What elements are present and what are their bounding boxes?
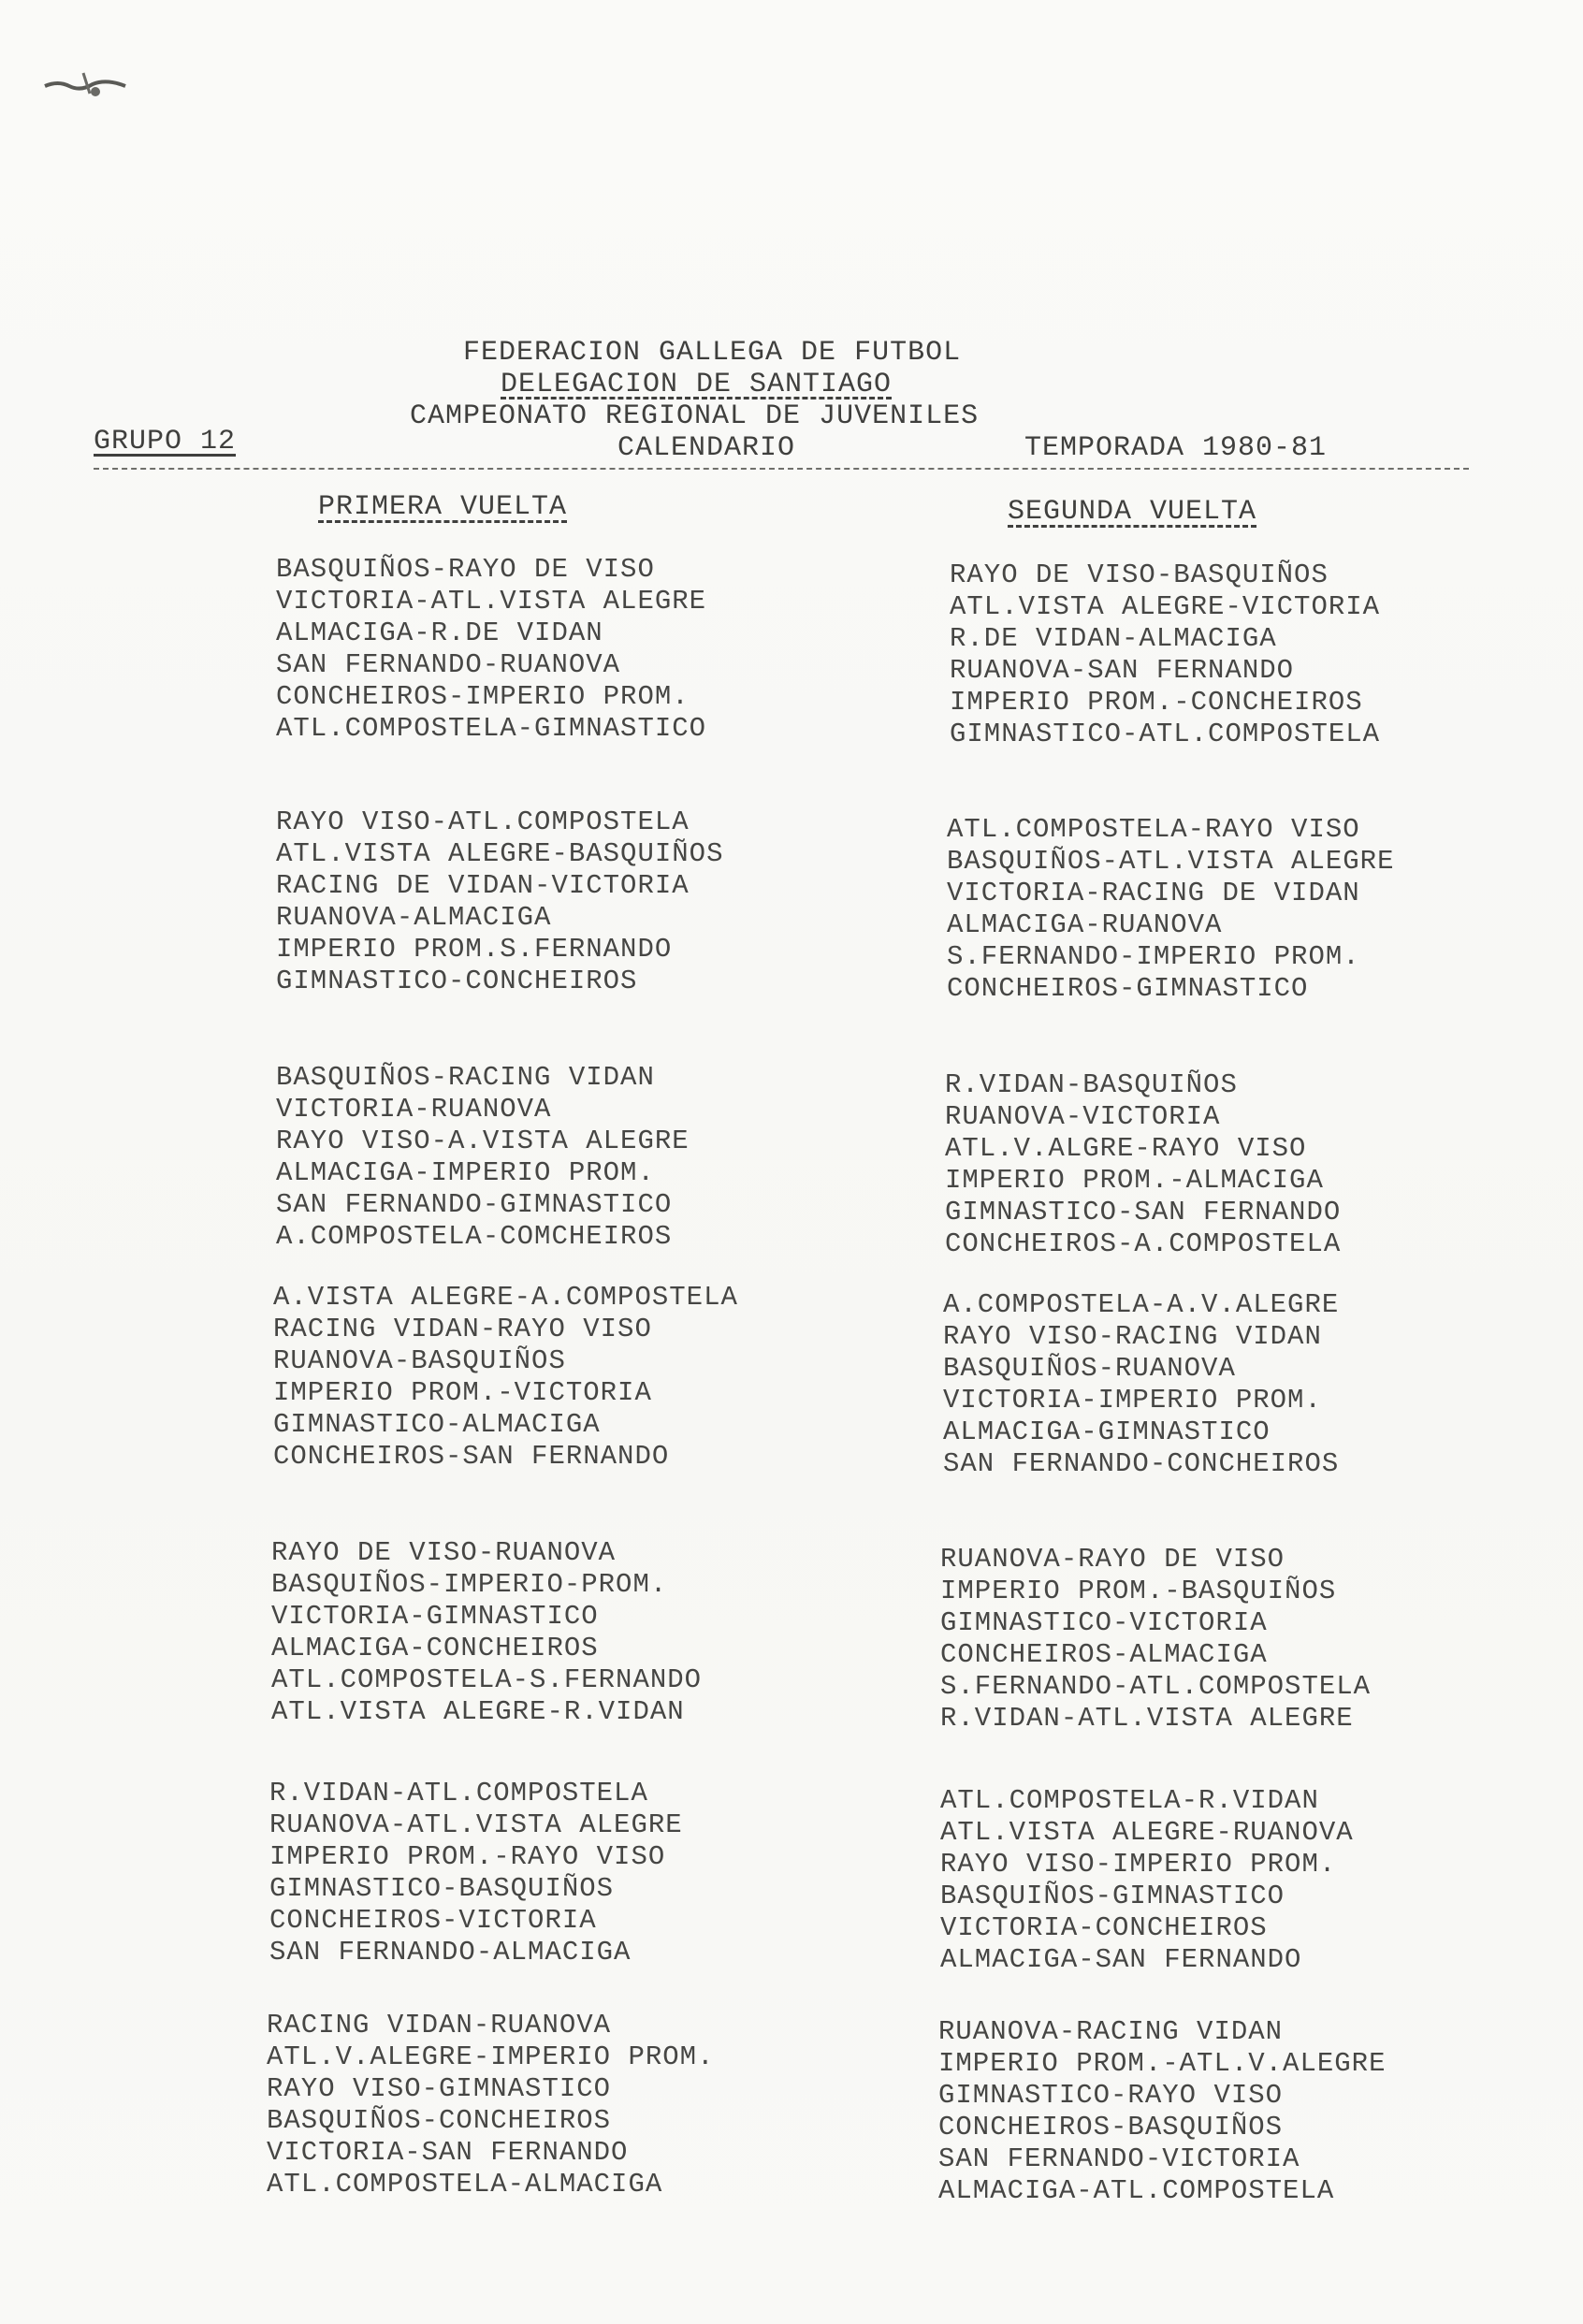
ink-smudge-mark: [41, 65, 144, 103]
fixture-line: ALMACIGA-R.DE VIDAN: [276, 617, 603, 648]
fixture-line: ATL.VISTA ALEGRE-RUANOVA: [940, 1817, 1354, 1848]
fixture-line: ATL.COMPOSTELA-GIMNASTICO: [276, 713, 707, 744]
fixture-line: BASQUIÑOS-ATL.VISTA ALEGRE: [947, 846, 1395, 877]
fixture-line: ALMACIGA-CONCHEIROS: [271, 1633, 599, 1663]
fixture-line: ALMACIGA-IMPERIO PROM.: [276, 1157, 655, 1188]
fixture-line: ALMACIGA-RUANOVA: [947, 909, 1223, 940]
fixture-line: RUANOVA-RACING VIDAN: [938, 2016, 1284, 2047]
fixture-line: GIMNASTICO-VICTORIA: [940, 1607, 1268, 1638]
fixture-line: CONCHEIROS-SAN FERNANDO: [273, 1441, 670, 1472]
fixture-line: VICTORIA-RUANOVA: [276, 1094, 552, 1125]
first-matchday-7: [267, 2010, 828, 2201]
fixture-line: RUANOVA-BASQUIÑOS: [273, 1345, 566, 1376]
fixture-line: R.DE VIDAN-ALMACIGA: [950, 623, 1277, 654]
fixture-line: CONCHEIROS-VICTORIA: [269, 1905, 597, 1936]
fixture-line: ATL.COMPOSTELA-ALMACIGA: [267, 2169, 663, 2200]
fixture-line: S.FERNANDO-IMPERIO PROM.: [947, 941, 1360, 972]
fixture-line: ATL.COMPOSTELA-S.FERNANDO: [271, 1664, 703, 1695]
fixture-line: IMPERIO PROM.-RAYO VISO: [269, 1841, 666, 1872]
fixture-line: BASQUIÑOS-RUANOVA: [943, 1353, 1236, 1384]
fixture-line: ALMACIGA-SAN FERNANDO: [940, 1944, 1302, 1975]
fixture-line: R.VIDAN-ATL.COMPOSTELA: [269, 1778, 648, 1808]
fixture-line: CONCHEIROS-A.COMPOSTELA: [945, 1228, 1342, 1259]
delegation-title: DELEGACION DE SANTIAGO: [501, 369, 893, 400]
fixture-line: GIMNASTICO-ALMACIGA: [273, 1409, 601, 1440]
fixture-line: R.VIDAN-ATL.VISTA ALEGRE: [940, 1703, 1354, 1734]
fixture-line: RAYO VISO-GIMNASTICO: [267, 2073, 612, 2104]
fixture-line: SAN FERNANDO-RUANOVA: [276, 649, 621, 680]
fixture-line: SAN FERNANDO-VICTORIA: [938, 2143, 1300, 2174]
fixture-line: ATL.V.ALEGRE-IMPERIO PROM.: [267, 2041, 715, 2072]
fixture-line: VICTORIA-IMPERIO PROM.: [943, 1385, 1322, 1416]
fixture-line: CONCHEIROS-ALMACIGA: [940, 1639, 1268, 1670]
second-round-title: SEGUNDA VUELTA: [1008, 496, 1257, 528]
fixture-line: RAYO DE VISO-RUANOVA: [271, 1537, 617, 1568]
calendar-title: CALENDARIO: [617, 432, 796, 464]
fixture-line: VICTORIA-CONCHEIROS: [940, 1912, 1268, 1943]
fixture-line: BASQUIÑOS-RAYO DE VISO: [276, 554, 655, 585]
fixture-line: IMPERIO PROM.-CONCHEIROS: [950, 687, 1363, 718]
fixture-line: IMPERIO PROM.-BASQUIÑOS: [940, 1576, 1337, 1606]
fixture-line: RAYO VISO-RACING VIDAN: [943, 1321, 1322, 1352]
second-matchday-3: [945, 1069, 1506, 1260]
fixture-line: RAYO VISO-IMPERIO PROM.: [940, 1849, 1337, 1880]
fixture-line: SAN FERNANDO-ALMACIGA: [269, 1937, 632, 1968]
group-label: GRUPO 12: [94, 426, 237, 458]
fixture-line: ALMACIGA-ATL.COMPOSTELA: [938, 2175, 1335, 2206]
first-matchday-1: [276, 554, 837, 745]
fixture-line: GIMNASTICO-BASQUIÑOS: [269, 1873, 615, 1904]
second-matchday-1: [950, 559, 1511, 750]
fixture-line: VICTORIA-GIMNASTICO: [271, 1601, 599, 1632]
fixture-line: BASQUIÑOS-IMPERIO-PROM.: [271, 1569, 668, 1600]
first-round-title: PRIMERA VUELTA: [318, 491, 568, 523]
header-divider: [94, 468, 1469, 470]
first-matchday-2: [276, 806, 837, 997]
fixture-line: CONCHEIROS-IMPERIO PROM.: [276, 681, 690, 712]
fixture-line: IMPERIO PROM.-VICTORIA: [273, 1377, 652, 1408]
fixture-line: R.VIDAN-BASQUIÑOS: [945, 1069, 1238, 1100]
fixture-line: ATL.VISTA ALEGRE-BASQUIÑOS: [276, 838, 724, 869]
fixture-line: ATL.V.ALGRE-RAYO VISO: [945, 1133, 1307, 1164]
first-matchday-5: [271, 1537, 833, 1728]
fixture-line: A.COMPOSTELA-A.V.ALEGRE: [943, 1289, 1340, 1320]
second-matchday-2: [947, 814, 1508, 1005]
fixture-line: IMPERIO PROM.-ALMACIGA: [945, 1165, 1324, 1196]
fixture-line: RUANOVA-ATL.VISTA ALEGRE: [269, 1809, 683, 1840]
fixture-line: CONCHEIROS-BASQUIÑOS: [938, 2112, 1284, 2142]
fixture-line: VICTORIA-SAN FERNANDO: [267, 2137, 629, 2168]
fixture-line: RUANOVA-VICTORIA: [945, 1101, 1221, 1132]
fixture-line: BASQUIÑOS-CONCHEIROS: [267, 2105, 612, 2136]
fixture-line: RACING DE VIDAN-VICTORIA: [276, 870, 690, 901]
fixture-line: RAYO DE VISO-BASQUIÑOS: [950, 559, 1329, 590]
fixture-line: ATL.VISTA ALEGRE-VICTORIA: [950, 591, 1381, 622]
fixture-line: ATL.VISTA ALEGRE-R.VIDAN: [271, 1696, 685, 1727]
fixture-line: A.COMPOSTELA-COMCHEIROS: [276, 1221, 673, 1252]
second-matchday-5: [940, 1544, 1502, 1735]
fixture-line: SAN FERNANDO-CONCHEIROS: [943, 1448, 1340, 1479]
fixture-line: BASQUIÑOS-GIMNASTICO: [940, 1881, 1285, 1911]
fixture-line: RAYO VISO-A.VISTA ALEGRE: [276, 1126, 690, 1156]
fixture-line: CONCHEIROS-GIMNASTICO: [947, 973, 1309, 1004]
fixture-line: RACING VIDAN-RUANOVA: [267, 2010, 612, 2041]
fixture-line: A.VISTA ALEGRE-A.COMPOSTELA: [273, 1282, 738, 1313]
fixture-line: S.FERNANDO-ATL.COMPOSTELA: [940, 1671, 1372, 1702]
fixture-line: RUANOVA-ALMACIGA: [276, 902, 552, 933]
championship-title: CAMPEONATO REGIONAL DE JUVENILES: [410, 400, 980, 432]
second-matchday-6: [940, 1785, 1502, 1976]
fixture-line: GIMNASTICO-ATL.COMPOSTELA: [950, 719, 1381, 749]
fixture-line: ALMACIGA-GIMNASTICO: [943, 1416, 1271, 1447]
fixture-line: ATL.COMPOSTELA-R.VIDAN: [940, 1785, 1319, 1816]
fixture-line: SAN FERNANDO-GIMNASTICO: [276, 1189, 673, 1220]
first-matchday-3: [276, 1062, 837, 1253]
fixture-line: IMPERIO PROM.S.FERNANDO: [276, 934, 673, 965]
fixture-line: IMPERIO PROM.-ATL.V.ALEGRE: [938, 2048, 1387, 2079]
fixture-line: BASQUIÑOS-RACING VIDAN: [276, 1062, 655, 1093]
fixture-line: RUANOVA-RAYO DE VISO: [940, 1544, 1285, 1575]
federation-title: FEDERACION GALLEGA DE FUTBOL: [463, 337, 962, 369]
season-label: TEMPORADA 1980-81: [1024, 432, 1328, 464]
fixture-line: GIMNASTICO-RAYO VISO: [938, 2080, 1284, 2111]
second-matchday-7: [938, 2016, 1500, 2207]
second-matchday-4: [943, 1289, 1504, 1480]
fixture-line: GIMNASTICO-SAN FERNANDO: [945, 1197, 1342, 1227]
first-matchday-6: [269, 1778, 831, 1968]
fixture-line: RACING VIDAN-RAYO VISO: [273, 1314, 652, 1344]
fixture-line: ATL.COMPOSTELA-RAYO VISO: [947, 814, 1360, 845]
fixture-line: VICTORIA-RACING DE VIDAN: [947, 878, 1360, 908]
first-matchday-4: [273, 1282, 835, 1473]
fixture-line: GIMNASTICO-CONCHEIROS: [276, 966, 638, 996]
fixture-line: VICTORIA-ATL.VISTA ALEGRE: [276, 586, 707, 617]
fixture-line: RUANOVA-SAN FERNANDO: [950, 655, 1295, 686]
fixture-line: RAYO VISO-ATL.COMPOSTELA: [276, 806, 690, 837]
